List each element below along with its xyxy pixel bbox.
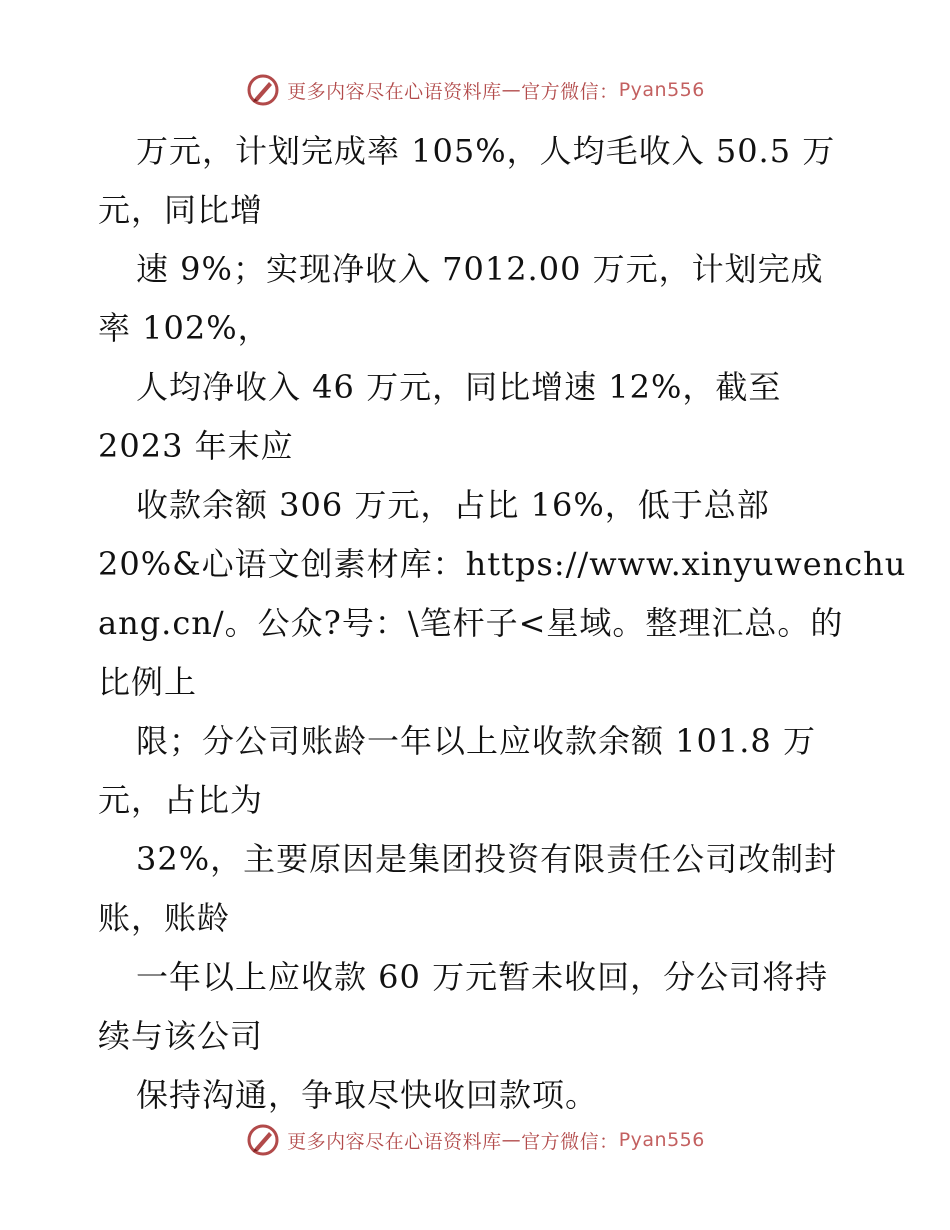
text-line: 元，同比增 [98,191,264,229]
text-line: 保持沟通，争取尽快收回款项。 [136,1076,599,1114]
text-line: 一年以上应收款 60 万元暂未收回，分公司将持 [136,958,829,996]
watermark-contact-label: 官方微信： [521,80,619,103]
text-line: 人均净收入 46 万元，同比增速 12%，截至 [136,368,782,406]
text-line: 率 102%， [98,309,271,347]
watermark-text: 更多内容尽在心语资料库 [287,80,502,103]
text-line: ang.cn/。公众?号：\笔杆子<星域。整理汇总。的 [98,604,844,642]
watermark-text: 更多内容尽在心语资料库 [287,1130,502,1153]
pen-logo-icon [245,72,281,108]
text-line: 万元，计划完成率 105%，人均毛收入 50.5 万 [136,132,836,170]
pen-logo-icon [245,1122,281,1158]
header-watermark [0,72,950,108]
watermark-contact-id: Pyan556 [618,1129,705,1151]
text-line: 20%&心语文创素材库：https://www.xinyuwenchu [98,545,907,583]
text-line: 2023 年末应 [98,427,294,465]
document-body [98,122,907,1125]
watermark-contact-id: Pyan556 [618,79,705,101]
text-line: 收款余额 306 万元，占比 16%，低于总部 [136,486,770,524]
text-line: 比例上 [98,663,198,701]
text-line: 账，账龄 [98,899,231,937]
watermark-contact-label: 官方微信： [521,1130,619,1153]
text-line: 续与该公司 [98,1017,264,1055]
watermark-separator: — [501,79,522,101]
text-line: 限；分公司账龄一年以上应收款余额 101.8 万 [136,722,816,760]
footer-watermark [0,1122,950,1158]
text-line: 元，占比为 [98,781,264,819]
text-line: 32%，主要原因是集团投资有限责任公司改制封 [136,840,838,878]
text-line: 速 9%；实现净收入 7012.00 万元，计划完成 [136,250,824,288]
watermark-separator: — [501,1129,522,1151]
